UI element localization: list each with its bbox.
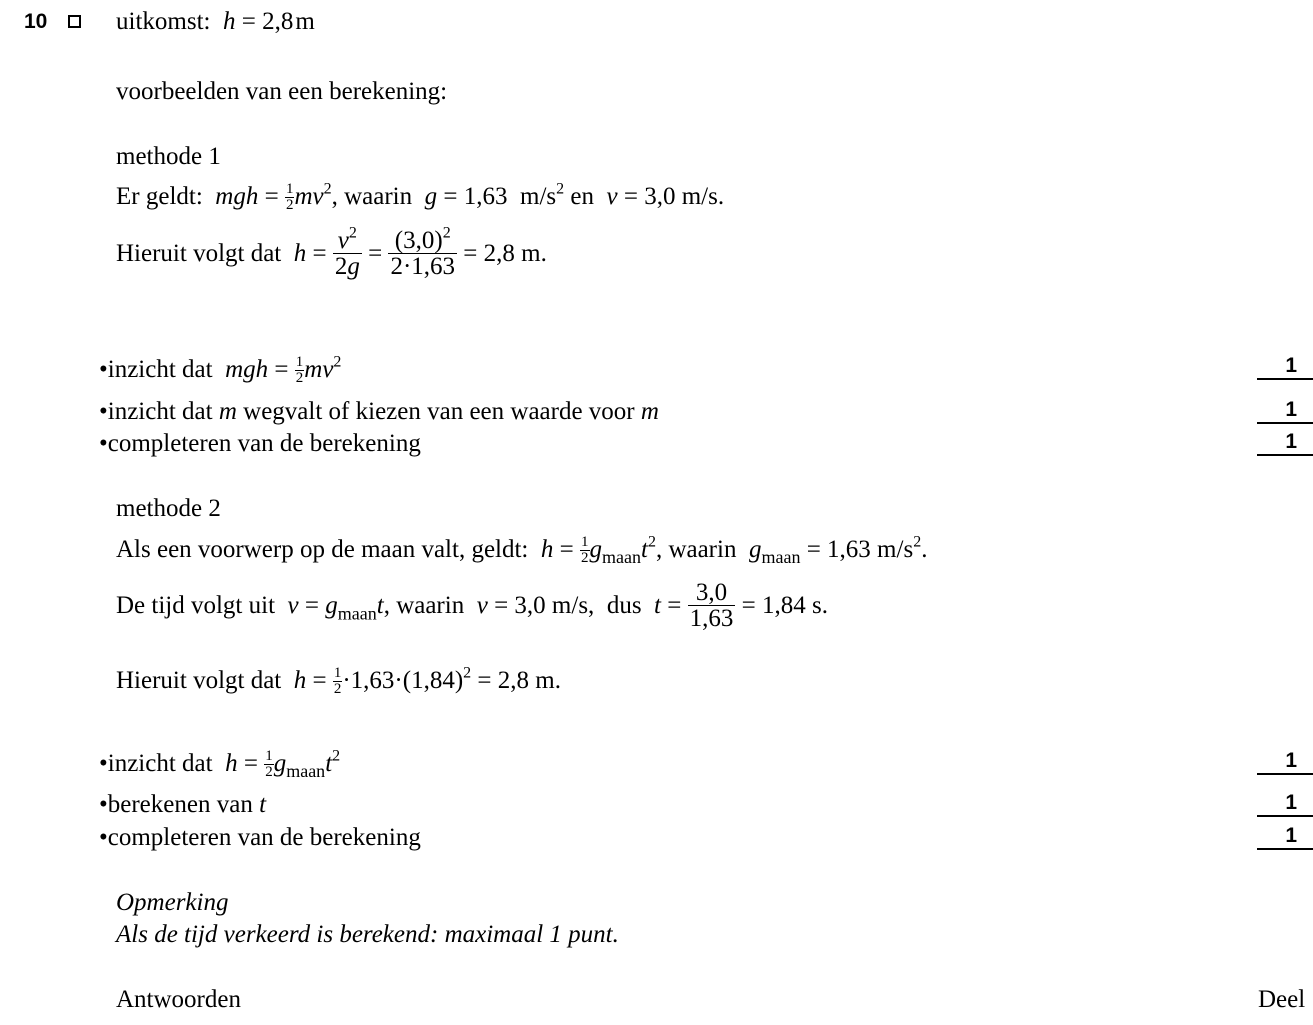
method1-line1-mid: , waarin [331,182,413,210]
remark-title: Opmerking [116,889,229,916]
method2-line2-prefix: De tijd volgt uit [116,592,276,619]
footer-left: Antwoorden [116,986,241,1013]
method2-line1-prefix: Als een voorwerp op de maan valt, geldt: [116,535,529,563]
method2-line3-expr: ·1,63·(1,84) [342,666,464,694]
intro-text: voorbeelden van een berekening: [116,78,448,105]
criterion-6-text: completeren van de berekening [107,824,421,851]
criterion-5-var: t [259,791,267,818]
score-5: 1 [1257,792,1313,817]
fraction-values: $\frac{(3,0)^2}{2\cdot 1,63}$ [390,224,456,280]
criterion-5: •berekenen van t [99,791,267,818]
score-1: 1 [1257,355,1313,380]
method1-den2: 2·1,63 [390,253,456,280]
criterion-2-var2: m [640,398,659,425]
criterion-3-text: completeren van de berekening [107,430,421,457]
method2-line3-prefix: Hieruit volgt dat [116,666,282,694]
remark-text: Als de tijd verkeerd is berekend: maximaal 1 punt. [116,921,619,948]
method2-t-result: = 1,84 s. [741,592,828,619]
method2-g-value: = 1,63 m/s [806,535,914,563]
method1-line1-prefix: Er geldt: [116,182,203,210]
fraction-v2-over-2g: $\frac{v^2}{2g}$ [334,224,360,280]
method1-v-value: 3,0 m/s. [644,182,725,210]
method2-line2: De tijd volgt uit $v = g_{maan}t$, waarin v = 3,0 m/s, dus t = $\frac{3,0}{1,63}$ = 1,84 s. [116,579,828,632]
method1-result: = 2,8 m. [463,240,547,267]
method2-title: methode 2 [116,495,221,522]
method1-g-unit: m/s [520,182,557,210]
method1-line2-prefix: Hieruit volgt dat [116,240,282,267]
result-line: uitkomst: h = 2,8 m [116,8,315,35]
score-6: 1 [1257,825,1313,850]
method1-line2: Hieruit volgt dat h = $\frac{v^2}{2g}$ = $\frac{(3,0)^2}{2\cdot 1,63}$ = 2,8 m. [116,224,547,280]
criterion-6: •completeren van de berekening [99,824,421,851]
checkbox[interactable] [68,15,81,28]
result-value: 2,8 [262,8,294,35]
criterion-4-text: inzicht dat [107,749,213,777]
criterion-2: •inzicht dat m wegvalt of kiezen van een waarde voor m [99,398,659,425]
criterion-1: •inzicht dat mgh = $\frac{1}{2}$ $mv^2$ [99,353,342,386]
score-2: 1 [1257,399,1313,424]
criterion-2-text-b: wegvalt of kiezen van een waarde voor [243,398,635,425]
criterion-3: •completeren van de berekening [99,430,421,457]
question-number: 10 [24,10,48,33]
method1-title: methode 1 [116,143,221,170]
fraction-t [688,580,736,631]
criterion-1-text: inzicht dat [107,355,213,383]
method1-g-value: 1,63 [463,182,508,210]
footer-right: Deel [1258,986,1306,1013]
result-label: uitkomst: [116,8,211,35]
criterion-2-var: m [218,398,237,425]
method2-t-num: 3,0 [688,580,736,606]
method2-line3: Hieruit volgt dat h = $\frac{1}{2}$ $\cdot 1,63\cdot(1,84)^2 = 2,8$ m. [116,664,561,697]
criterion-2-text-a: inzicht dat [107,398,213,425]
result-unit: m [295,8,315,35]
criterion-5-text: berekenen van [107,791,253,818]
method1-num2: (3,0) [394,227,443,254]
criterion-4: •inzicht dat h = $\frac{1}{2}$ $g_{maan}t^2$ [99,747,341,782]
method2-line3-result: = 2,8 m. [477,666,561,694]
score-3: 1 [1257,431,1313,456]
method1-line1: Er geldt: mgh = $\frac{1}{2}$ $mv^2$, waarin g = 1,63 $m/s^2$ en v = 3,0 m/s. [116,180,725,213]
method2-line1: Als een voorwerp op de maan valt, geldt: h = $\frac{1}{2}$ $g_{maan}t^2$, waarin $g_{maan} = 1,63$ $m/s^2$. [116,533,928,568]
score-4: 1 [1257,750,1313,775]
method1-en: en [570,182,594,210]
method2-t-den: 1,63 [689,605,734,632]
